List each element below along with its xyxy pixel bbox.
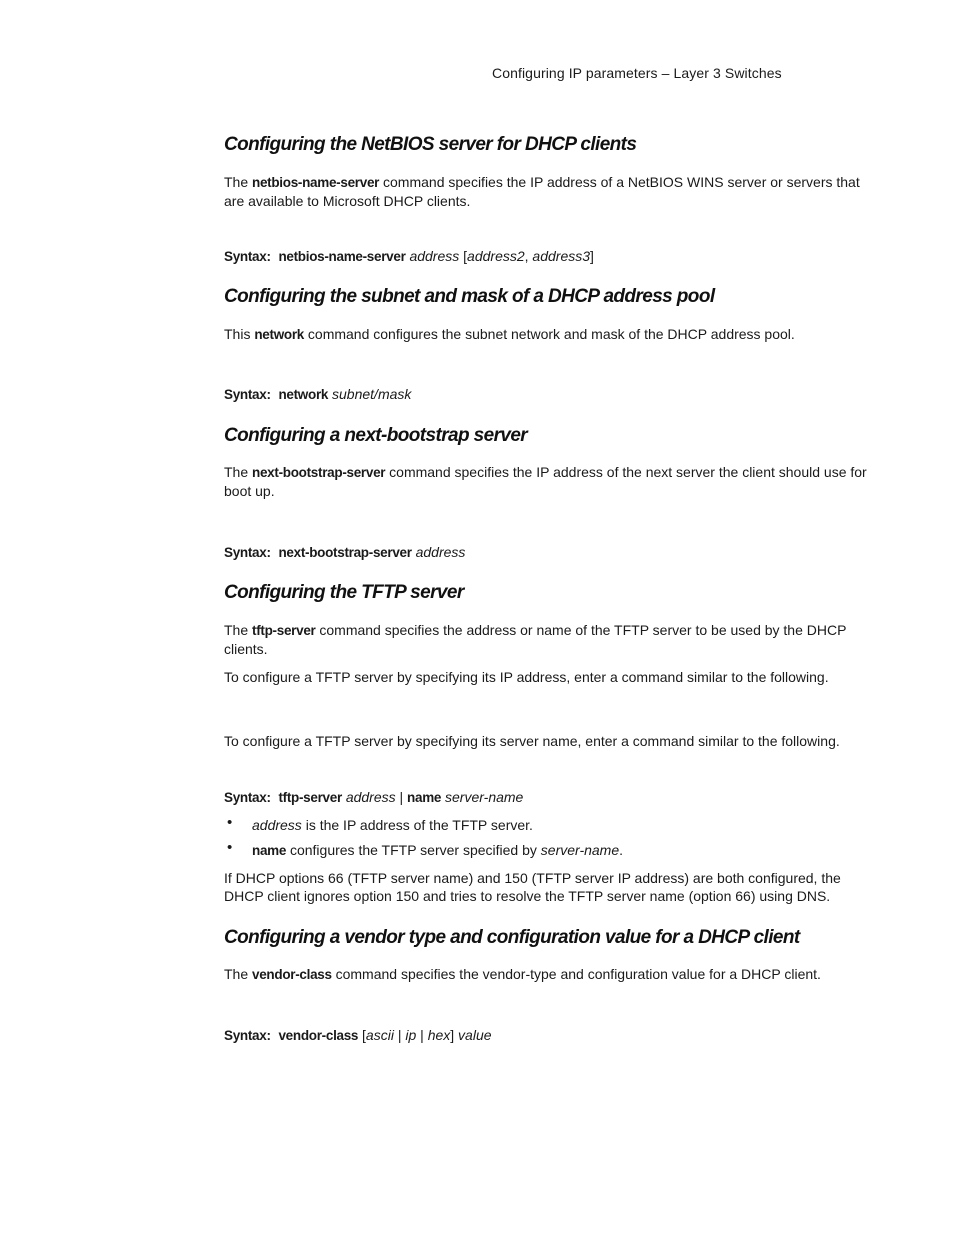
command-name: vendor-class bbox=[252, 967, 332, 982]
syntax-command: tftp-server bbox=[278, 790, 342, 805]
paragraph-subnet bbox=[224, 325, 874, 344]
syntax-label: Syntax: bbox=[224, 790, 271, 805]
syntax-label: Syntax: bbox=[224, 545, 271, 560]
text: configures the TFTP server specified by bbox=[286, 842, 541, 858]
syntax-param: subnet/mask bbox=[332, 386, 412, 402]
paragraph-tftp-name: To configure a TFTP server by specifying its server name, enter a command similar to the following. bbox=[224, 733, 840, 749]
text: The bbox=[224, 464, 253, 480]
syntax-param: ascii bbox=[365, 1027, 394, 1043]
paragraph-vendor bbox=[224, 965, 874, 984]
syntax-command: next-bootstrap-server bbox=[278, 545, 412, 560]
syntax-bracket: ] bbox=[450, 1027, 459, 1043]
syntax-param: address2 bbox=[467, 248, 525, 264]
syntax-label: Syntax: bbox=[224, 249, 271, 264]
syntax-keyword: name bbox=[407, 790, 442, 805]
heading-netbios: Configuring the NetBIOS server for DHCP clients bbox=[224, 134, 637, 155]
paragraph-netbios bbox=[224, 173, 874, 210]
syntax-label: Syntax: bbox=[224, 1028, 271, 1043]
list-item-text bbox=[252, 841, 623, 860]
running-header: Configuring IP parameters – Layer 3 Switches bbox=[492, 65, 782, 81]
syntax-param: hex bbox=[427, 1027, 451, 1043]
syntax-bracket: [ bbox=[459, 248, 468, 264]
heading-bootstrap: Configuring a next-bootstrap server bbox=[224, 425, 528, 446]
syntax-param: address3 bbox=[532, 248, 591, 264]
paragraph-tftp bbox=[224, 621, 874, 658]
text: The bbox=[224, 174, 253, 190]
text: is the IP address of the TFTP server. bbox=[301, 817, 533, 833]
syntax-separator: , bbox=[524, 248, 533, 264]
syntax-label: Syntax: bbox=[224, 387, 271, 402]
syntax-bracket: ] bbox=[590, 248, 594, 264]
syntax-separator: | bbox=[395, 789, 408, 805]
command-name: next-bootstrap-server bbox=[252, 465, 386, 480]
command-name: netbios-name-server bbox=[252, 175, 380, 190]
param: address bbox=[252, 817, 302, 833]
syntax-param: ip bbox=[405, 1027, 417, 1043]
command-name: network bbox=[254, 327, 305, 342]
param: server-name bbox=[540, 842, 620, 858]
syntax-tftp bbox=[224, 788, 874, 807]
syntax-netbios bbox=[224, 247, 874, 266]
heading-subnet: Configuring the subnet and mask of a DHCP address pool bbox=[224, 286, 715, 307]
heading-vendor: Configuring a vendor type and configuration value for a DHCP client bbox=[224, 927, 800, 948]
text: The bbox=[224, 622, 253, 638]
syntax-command: network bbox=[278, 387, 329, 402]
syntax-param: address bbox=[409, 248, 460, 264]
syntax-param: value bbox=[458, 1027, 492, 1043]
syntax-param: server-name bbox=[445, 789, 524, 805]
text: command configures the subnet network and mask of the DHCP address pool. bbox=[304, 326, 795, 342]
text: This bbox=[224, 326, 255, 342]
bullet-icon: • bbox=[227, 814, 233, 831]
paragraph-bootstrap bbox=[224, 463, 874, 500]
command-name: tftp-server bbox=[252, 623, 316, 638]
syntax-param: address bbox=[415, 544, 466, 560]
paragraph-tftp-options: If DHCP options 66 (TFTP server name) and 150 (TFTP server IP address) are both configured, the DHCP client ignores option 150 and tries to resolve the TFTP server name (option 66) using DNS. bbox=[224, 870, 841, 904]
syntax-separator: | bbox=[416, 1027, 428, 1043]
text: command specifies the IP address of the next server the client should use for boot up. bbox=[224, 464, 867, 499]
text: command specifies the vendor-type and configuration value for a DHCP client. bbox=[331, 966, 821, 982]
text: command specifies the address or name of the TFTP server to be used by the DHCP clients. bbox=[224, 622, 847, 657]
heading-tftp: Configuring the TFTP server bbox=[224, 582, 464, 603]
syntax-separator: | bbox=[393, 1027, 406, 1043]
list-item-text bbox=[252, 816, 533, 834]
syntax-bootstrap bbox=[224, 543, 874, 562]
text: The bbox=[224, 966, 253, 982]
syntax-bracket: [ bbox=[358, 1027, 366, 1043]
text: . bbox=[619, 842, 624, 858]
syntax-param: address bbox=[345, 789, 396, 805]
bullet-icon: • bbox=[227, 839, 233, 856]
text: command specifies the IP address of a NetBIOS WINS server or servers that are available to Microsoft DHCP clients. bbox=[224, 174, 860, 209]
syntax-command: vendor-class bbox=[278, 1028, 359, 1043]
keyword: name bbox=[252, 843, 287, 858]
paragraph-tftp-ip: To configure a TFTP server by specifying its IP address, enter a command similar to the following. bbox=[224, 669, 829, 685]
syntax-subnet bbox=[224, 385, 874, 404]
syntax-command: netbios-name-server bbox=[278, 249, 406, 264]
syntax-vendor bbox=[224, 1026, 874, 1045]
